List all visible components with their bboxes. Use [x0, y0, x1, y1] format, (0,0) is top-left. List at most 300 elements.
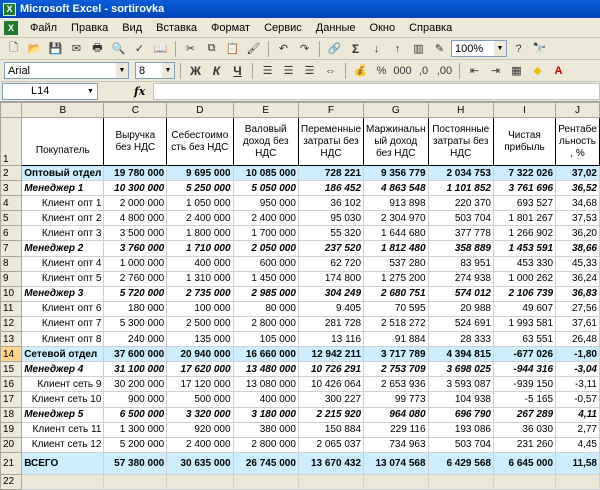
- value-cell[interactable]: 20 940 000: [167, 347, 233, 362]
- buyer-cell[interactable]: Клиент опт 8: [22, 332, 104, 347]
- value-cell[interactable]: 193 086: [428, 422, 493, 437]
- value-cell[interactable]: [556, 474, 600, 489]
- value-cell[interactable]: 2 400 000: [167, 437, 233, 452]
- value-cell[interactable]: 1 000 262: [493, 271, 555, 286]
- value-cell[interactable]: 377 778: [428, 226, 493, 241]
- new-icon[interactable]: 🗋: [9, 42, 18, 54]
- name-box[interactable]: [2, 83, 98, 100]
- value-cell[interactable]: 380 000: [233, 422, 298, 437]
- value-cell[interactable]: 37,02: [556, 166, 600, 181]
- permission-icon[interactable]: ✉: [71, 43, 82, 55]
- value-cell[interactable]: 91 884: [364, 332, 429, 347]
- value-cell[interactable]: 2 500 000: [167, 316, 233, 331]
- buyer-cell[interactable]: Клиент сеть 11: [22, 422, 104, 437]
- value-cell[interactable]: 231 260: [493, 437, 555, 452]
- value-cell[interactable]: 1 101 852: [428, 181, 493, 196]
- font-size-select[interactable]: [135, 62, 175, 79]
- value-cell[interactable]: 37 600 000: [104, 347, 167, 362]
- menu-tools[interactable]: Сервис: [264, 21, 302, 34]
- header-cell-margin[interactable]: Маржинальн ый доход без НДС: [364, 118, 429, 166]
- value-cell[interactable]: 180 000: [104, 301, 167, 316]
- bold-button[interactable]: Ж: [190, 63, 201, 78]
- value-cell[interactable]: 1 453 591: [493, 241, 555, 256]
- column-header[interactable]: E: [233, 103, 298, 118]
- value-cell[interactable]: 964 080: [364, 407, 429, 422]
- value-cell[interactable]: -939 150: [493, 377, 555, 392]
- value-cell[interactable]: 500 000: [167, 392, 233, 407]
- value-cell[interactable]: 1 300 000: [104, 422, 167, 437]
- chevron-down-icon: ▼: [87, 88, 94, 95]
- value-cell[interactable]: 281 728: [298, 316, 363, 331]
- value-cell[interactable]: 36,83: [556, 286, 600, 301]
- spreadsheet-table: [0, 102, 600, 490]
- value-cell[interactable]: [364, 474, 429, 489]
- font-name-select[interactable]: [4, 62, 129, 79]
- value-cell[interactable]: 4 863 548: [364, 181, 429, 196]
- buyer-cell[interactable]: Клиент опт 7: [22, 316, 104, 331]
- menu-data[interactable]: Данные: [315, 21, 356, 34]
- value-cell[interactable]: [493, 474, 555, 489]
- save-icon[interactable]: 💾: [48, 43, 63, 55]
- value-cell[interactable]: -0,57: [556, 392, 600, 407]
- value-cell[interactable]: 7 322 026: [493, 166, 555, 181]
- value-cell[interactable]: 13 116: [298, 332, 363, 347]
- spelling-icon[interactable]: ✓: [134, 43, 145, 55]
- value-cell[interactable]: 503 704: [428, 211, 493, 226]
- excel-logo-icon[interactable]: X: [4, 21, 18, 35]
- value-cell[interactable]: 4 800 000: [104, 211, 167, 226]
- buyer-cell[interactable]: Клиент опт 5: [22, 271, 104, 286]
- cell-reference: L14: [31, 85, 50, 97]
- value-cell[interactable]: 3 593 087: [428, 377, 493, 392]
- row-header[interactable]: 4: [1, 196, 22, 211]
- value-cell[interactable]: 63 551: [493, 332, 555, 347]
- value-cell[interactable]: 4 394 815: [428, 347, 493, 362]
- value-cell[interactable]: 229 116: [364, 422, 429, 437]
- align-right-icon[interactable]: ☰: [304, 65, 315, 77]
- drawing-icon[interactable]: ✎: [434, 43, 445, 55]
- value-cell[interactable]: 2 106 739: [493, 286, 555, 301]
- value-cell[interactable]: 83 951: [428, 256, 493, 271]
- value-cell[interactable]: 950 000: [233, 196, 298, 211]
- value-cell[interactable]: 36,24: [556, 271, 600, 286]
- value-cell[interactable]: 2 760 000: [104, 271, 167, 286]
- value-cell[interactable]: 2 304 970: [364, 211, 429, 226]
- value-cell[interactable]: 5 720 000: [104, 286, 167, 301]
- help-icon[interactable]: ?: [515, 42, 522, 55]
- value-cell[interactable]: 9 695 000: [167, 166, 233, 181]
- value-cell[interactable]: 186 452: [298, 181, 363, 196]
- print-preview-icon[interactable]: 🔍: [111, 43, 126, 55]
- column-header[interactable]: F: [298, 103, 363, 118]
- table-row: [1, 256, 600, 271]
- value-cell[interactable]: 30 635 000: [167, 452, 233, 474]
- autosum-icon[interactable]: Σ: [351, 41, 360, 56]
- row-header[interactable]: 22: [1, 474, 22, 489]
- value-cell[interactable]: 3 717 789: [364, 347, 429, 362]
- toolbar-separator: [345, 63, 346, 79]
- value-cell[interactable]: 2 985 000: [233, 286, 298, 301]
- value-cell[interactable]: 2 753 709: [364, 362, 429, 377]
- value-cell[interactable]: 26 745 000: [233, 452, 298, 474]
- merge-center-icon[interactable]: ⇔: [325, 64, 336, 77]
- select-all-corner[interactable]: [1, 103, 22, 118]
- value-cell[interactable]: 5 050 000: [233, 181, 298, 196]
- value-cell[interactable]: 600 000: [233, 256, 298, 271]
- row-header[interactable]: 6: [1, 226, 22, 241]
- value-cell[interactable]: 10 726 291: [298, 362, 363, 377]
- row-header[interactable]: 13: [1, 332, 22, 347]
- table-row: [1, 392, 600, 407]
- value-cell[interactable]: 62 720: [298, 256, 363, 271]
- italic-button[interactable]: К: [212, 63, 221, 78]
- value-cell[interactable]: 10 300 000: [104, 181, 167, 196]
- buyer-cell[interactable]: Менеджер 4: [22, 362, 104, 377]
- value-cell[interactable]: 95 030: [298, 211, 363, 226]
- value-cell[interactable]: 574 012: [428, 286, 493, 301]
- value-cell[interactable]: 3 760 000: [104, 241, 167, 256]
- menu-format[interactable]: Формат: [211, 21, 251, 34]
- value-cell[interactable]: 1 800 000: [167, 226, 233, 241]
- currency-icon[interactable]: 💰: [353, 65, 368, 77]
- column-header[interactable]: B: [22, 103, 104, 118]
- row-header[interactable]: 8: [1, 256, 22, 271]
- menu-file[interactable]: Файл: [30, 21, 58, 34]
- undo-icon[interactable]: ↶: [278, 43, 289, 55]
- row-header[interactable]: 14: [1, 347, 22, 362]
- formatting-toolbar: [0, 60, 600, 82]
- decrease-decimal-icon[interactable]: ,00: [436, 64, 453, 77]
- buyer-cell[interactable]: Клиент сеть 9: [22, 377, 104, 392]
- row-header[interactable]: 15: [1, 362, 22, 377]
- value-cell[interactable]: 300 227: [298, 392, 363, 407]
- value-cell[interactable]: 105 000: [233, 332, 298, 347]
- row-header[interactable]: 3: [1, 181, 22, 196]
- header-cell-buyer[interactable]: Покупатель: [22, 118, 104, 166]
- increase-decimal-icon[interactable]: ,0: [418, 64, 429, 77]
- chart-wizard-icon[interactable]: ▥: [413, 43, 424, 55]
- thousands-icon[interactable]: 000: [393, 64, 412, 77]
- value-cell[interactable]: 2 680 751: [364, 286, 429, 301]
- header-cell-profit[interactable]: Чистая прибыль: [493, 118, 555, 166]
- percent-icon[interactable]: %: [376, 64, 387, 77]
- value-cell[interactable]: 57 380 000: [104, 452, 167, 474]
- value-cell[interactable]: 17 120 000: [167, 377, 233, 392]
- value-cell[interactable]: 135 000: [167, 332, 233, 347]
- value-cell[interactable]: 913 898: [364, 196, 429, 211]
- align-left-icon[interactable]: ☰: [262, 65, 273, 77]
- value-cell[interactable]: 1 644 680: [364, 226, 429, 241]
- open-icon[interactable]: 📂: [27, 43, 42, 55]
- value-cell[interactable]: 27,56: [556, 301, 600, 316]
- value-cell[interactable]: 28 333: [428, 332, 493, 347]
- buyer-cell[interactable]: Клиент опт 3: [22, 226, 104, 241]
- value-cell[interactable]: 55 320: [298, 226, 363, 241]
- value-cell[interactable]: 1 275 200: [364, 271, 429, 286]
- table-row: [1, 332, 600, 347]
- menu-help[interactable]: Справка: [409, 21, 453, 34]
- value-cell[interactable]: 80 000: [233, 301, 298, 316]
- value-cell[interactable]: 220 370: [428, 196, 493, 211]
- value-cell[interactable]: 537 280: [364, 256, 429, 271]
- value-cell[interactable]: 358 889: [428, 241, 493, 256]
- value-cell[interactable]: -1,80: [556, 347, 600, 362]
- value-cell[interactable]: 693 527: [493, 196, 555, 211]
- value-cell[interactable]: 1 450 000: [233, 271, 298, 286]
- value-cell[interactable]: 240 000: [104, 332, 167, 347]
- value-cell[interactable]: 5 200 000: [104, 437, 167, 452]
- value-cell[interactable]: 36 030: [493, 422, 555, 437]
- buyer-cell[interactable]: Сетевой отдел: [22, 347, 104, 362]
- value-cell[interactable]: 12 942 211: [298, 347, 363, 362]
- value-cell[interactable]: 10 085 000: [233, 166, 298, 181]
- value-cell[interactable]: 36 102: [298, 196, 363, 211]
- increase-indent-icon[interactable]: ⇥: [490, 65, 501, 77]
- row-header[interactable]: 17: [1, 392, 22, 407]
- column-header[interactable]: D: [167, 103, 233, 118]
- value-cell[interactable]: 453 330: [493, 256, 555, 271]
- sort-descending-icon[interactable]: ↑: [394, 42, 401, 55]
- buyer-cell[interactable]: Менеджер 2: [22, 241, 104, 256]
- value-cell[interactable]: 1 700 000: [233, 226, 298, 241]
- value-cell[interactable]: 6 429 568: [428, 452, 493, 474]
- chevron-down-icon: ▼: [162, 63, 174, 78]
- value-cell[interactable]: 503 704: [428, 437, 493, 452]
- hyperlink-icon[interactable]: 🔗: [327, 43, 342, 55]
- value-cell[interactable]: 37,53: [556, 211, 600, 226]
- value-cell[interactable]: 49 607: [493, 301, 555, 316]
- value-cell[interactable]: 274 938: [428, 271, 493, 286]
- value-cell[interactable]: 524 691: [428, 316, 493, 331]
- menu-insert[interactable]: Вставка: [156, 21, 198, 34]
- fill-color-icon[interactable]: ◆: [533, 65, 542, 77]
- value-cell[interactable]: [233, 474, 298, 489]
- row-header[interactable]: 9: [1, 271, 22, 286]
- buyer-cell[interactable]: Клиент опт 4: [22, 256, 104, 271]
- value-cell[interactable]: 728 221: [298, 166, 363, 181]
- value-cell[interactable]: 17 620 000: [167, 362, 233, 377]
- cut-icon[interactable]: ✂: [185, 43, 196, 55]
- value-cell[interactable]: 26,48: [556, 332, 600, 347]
- buyer-cell[interactable]: [22, 474, 104, 489]
- column-header[interactable]: J: [556, 103, 600, 118]
- borders-icon[interactable]: ▦: [511, 65, 522, 77]
- header-cell-gross[interactable]: Валовый доход без НДС: [233, 118, 298, 166]
- value-cell[interactable]: 2 050 000: [233, 241, 298, 256]
- value-cell[interactable]: 6 645 000: [493, 452, 555, 474]
- value-cell[interactable]: 36,52: [556, 181, 600, 196]
- buyer-cell[interactable]: Клиент сеть 12: [22, 437, 104, 452]
- sort-ascending-icon[interactable]: ↓: [373, 42, 380, 55]
- table-row: [1, 226, 600, 241]
- row-header[interactable]: 1: [1, 118, 22, 166]
- value-cell[interactable]: 2 518 272: [364, 316, 429, 331]
- value-cell[interactable]: [104, 474, 167, 489]
- menu-view[interactable]: Вид: [122, 21, 143, 34]
- value-cell[interactable]: 13 074 568: [364, 452, 429, 474]
- menu-edit[interactable]: Правка: [71, 21, 109, 34]
- value-cell[interactable]: 900 000: [104, 392, 167, 407]
- buyer-cell[interactable]: Клиент опт 6: [22, 301, 104, 316]
- value-cell[interactable]: [167, 474, 233, 489]
- value-cell[interactable]: 99 773: [364, 392, 429, 407]
- row-header[interactable]: 11: [1, 301, 22, 316]
- value-cell[interactable]: 2 800 000: [233, 316, 298, 331]
- value-cell[interactable]: 2 735 000: [167, 286, 233, 301]
- value-cell[interactable]: 267 289: [493, 407, 555, 422]
- value-cell[interactable]: 2 065 037: [298, 437, 363, 452]
- value-cell[interactable]: -677 026: [493, 347, 555, 362]
- value-cell[interactable]: 5 250 000: [167, 181, 233, 196]
- value-cell[interactable]: 13 480 000: [233, 362, 298, 377]
- print-icon[interactable]: 🖶: [92, 42, 103, 54]
- buyer-cell[interactable]: ВСЕГО: [22, 452, 104, 474]
- value-cell[interactable]: 2 400 000: [233, 211, 298, 226]
- value-cell[interactable]: 2 653 936: [364, 377, 429, 392]
- value-cell[interactable]: 104 938: [428, 392, 493, 407]
- row-header[interactable]: 20: [1, 437, 22, 452]
- value-cell[interactable]: 9 356 779: [364, 166, 429, 181]
- value-cell[interactable]: -3,11: [556, 377, 600, 392]
- research-icon[interactable]: 📖: [153, 43, 168, 55]
- value-cell[interactable]: 70 595: [364, 301, 429, 316]
- menu-window[interactable]: Окно: [369, 21, 396, 34]
- column-header[interactable]: I: [493, 103, 555, 118]
- fx-icon[interactable]: fx: [134, 85, 146, 98]
- value-cell[interactable]: 3 180 000: [233, 407, 298, 422]
- align-center-icon[interactable]: ☰: [283, 65, 294, 77]
- header-cell-rentability[interactable]: Рентабе льность , %: [556, 118, 600, 166]
- row-header[interactable]: 18: [1, 407, 22, 422]
- value-cell[interactable]: 1 000 000: [104, 256, 167, 271]
- row-header[interactable]: 2: [1, 166, 22, 181]
- buyer-cell[interactable]: Клиент опт 2: [22, 211, 104, 226]
- value-cell[interactable]: 1 266 902: [493, 226, 555, 241]
- value-cell[interactable]: 237 520: [298, 241, 363, 256]
- value-cell[interactable]: 34,68: [556, 196, 600, 211]
- value-cell[interactable]: 2 000 000: [104, 196, 167, 211]
- value-cell[interactable]: 20 988: [428, 301, 493, 316]
- value-cell[interactable]: 400 000: [167, 256, 233, 271]
- buyer-cell[interactable]: Оптовый отдел: [22, 166, 104, 181]
- format-painter-icon[interactable]: 🖌: [246, 43, 261, 55]
- value-cell[interactable]: 400 000: [233, 392, 298, 407]
- buyer-cell[interactable]: Менеджер 1: [22, 181, 104, 196]
- value-cell[interactable]: 5 300 000: [104, 316, 167, 331]
- value-cell[interactable]: 150 884: [298, 422, 363, 437]
- copy-icon[interactable]: ⧉: [207, 42, 216, 54]
- value-cell[interactable]: 37,61: [556, 316, 600, 331]
- value-cell[interactable]: 1 310 000: [167, 271, 233, 286]
- value-cell[interactable]: [298, 474, 363, 489]
- value-cell[interactable]: 38,66: [556, 241, 600, 256]
- column-header[interactable]: G: [364, 103, 429, 118]
- table-row: [1, 286, 600, 301]
- row-header[interactable]: 21: [1, 452, 22, 474]
- redo-icon[interactable]: ↷: [299, 43, 310, 55]
- row-header[interactable]: 7: [1, 241, 22, 256]
- value-cell[interactable]: 174 800: [298, 271, 363, 286]
- row-header[interactable]: 10: [1, 286, 22, 301]
- table-row: [1, 211, 600, 226]
- buyer-cell[interactable]: Клиент сеть 10: [22, 392, 104, 407]
- value-cell[interactable]: 36,20: [556, 226, 600, 241]
- value-cell[interactable]: 9 405: [298, 301, 363, 316]
- worksheet-grid[interactable]: [0, 102, 600, 488]
- header-cell-revenue[interactable]: Выручка без НДС: [104, 118, 167, 166]
- value-cell[interactable]: 6 500 000: [104, 407, 167, 422]
- value-cell[interactable]: -5 165: [493, 392, 555, 407]
- font-color-icon[interactable]: A: [554, 64, 563, 77]
- value-cell[interactable]: 1 993 581: [493, 316, 555, 331]
- value-cell[interactable]: 2 034 753: [428, 166, 493, 181]
- value-cell[interactable]: 13 080 000: [233, 377, 298, 392]
- find-icon[interactable]: 🔭: [532, 43, 547, 55]
- value-cell[interactable]: 304 249: [298, 286, 363, 301]
- value-cell[interactable]: 3 500 000: [104, 226, 167, 241]
- formula-input[interactable]: [153, 83, 600, 100]
- row-header[interactable]: 19: [1, 422, 22, 437]
- value-cell[interactable]: 2 800 000: [233, 437, 298, 452]
- header-cell-variable[interactable]: Переменные затраты без НДС: [298, 118, 363, 166]
- value-cell[interactable]: 100 000: [167, 301, 233, 316]
- column-header[interactable]: H: [428, 103, 493, 118]
- row-header[interactable]: 5: [1, 211, 22, 226]
- column-header[interactable]: C: [104, 103, 167, 118]
- value-cell[interactable]: 2 400 000: [167, 211, 233, 226]
- chevron-down-icon: ▼: [116, 63, 128, 78]
- value-cell[interactable]: 3 320 000: [167, 407, 233, 422]
- row-header[interactable]: 16: [1, 377, 22, 392]
- value-cell[interactable]: -3,04: [556, 362, 600, 377]
- value-cell[interactable]: 31 100 000: [104, 362, 167, 377]
- value-cell[interactable]: 3 698 025: [428, 362, 493, 377]
- header-row: [1, 118, 600, 166]
- value-cell[interactable]: 1 710 000: [167, 241, 233, 256]
- value-cell[interactable]: 2 215 920: [298, 407, 363, 422]
- value-cell[interactable]: [428, 474, 493, 489]
- buyer-cell[interactable]: Клиент опт 1: [22, 196, 104, 211]
- header-cell-cost[interactable]: Себестоимо сть без НДС: [167, 118, 233, 166]
- value-cell[interactable]: 1 801 267: [493, 211, 555, 226]
- paste-icon[interactable]: 📋: [225, 43, 240, 55]
- value-cell[interactable]: 696 790: [428, 407, 493, 422]
- value-cell[interactable]: 11,58: [556, 452, 600, 474]
- value-cell[interactable]: 1 812 480: [364, 241, 429, 256]
- value-cell[interactable]: 734 963: [364, 437, 429, 452]
- decrease-indent-icon[interactable]: ⇤: [469, 65, 480, 77]
- underline-button[interactable]: Ч: [233, 63, 242, 78]
- buyer-cell[interactable]: Менеджер 3: [22, 286, 104, 301]
- header-cell-fixed[interactable]: Постоянные затраты без НДС: [428, 118, 493, 166]
- value-cell[interactable]: 4,11: [556, 407, 600, 422]
- value-cell[interactable]: 45,33: [556, 256, 600, 271]
- value-cell[interactable]: -944 316: [493, 362, 555, 377]
- zoom-select[interactable]: [451, 40, 507, 57]
- row-header[interactable]: 12: [1, 316, 22, 331]
- value-cell[interactable]: 1 050 000: [167, 196, 233, 211]
- value-cell[interactable]: 10 426 064: [298, 377, 363, 392]
- value-cell[interactable]: 16 660 000: [233, 347, 298, 362]
- value-cell[interactable]: 13 670 432: [298, 452, 363, 474]
- value-cell[interactable]: 3 761 696: [493, 181, 555, 196]
- value-cell[interactable]: 2,77: [556, 422, 600, 437]
- buyer-cell[interactable]: Менеджер 5: [22, 407, 104, 422]
- value-cell[interactable]: 19 780 000: [104, 166, 167, 181]
- value-cell[interactable]: 4,45: [556, 437, 600, 452]
- value-cell[interactable]: 30 200 000: [104, 377, 167, 392]
- value-cell[interactable]: 920 000: [167, 422, 233, 437]
